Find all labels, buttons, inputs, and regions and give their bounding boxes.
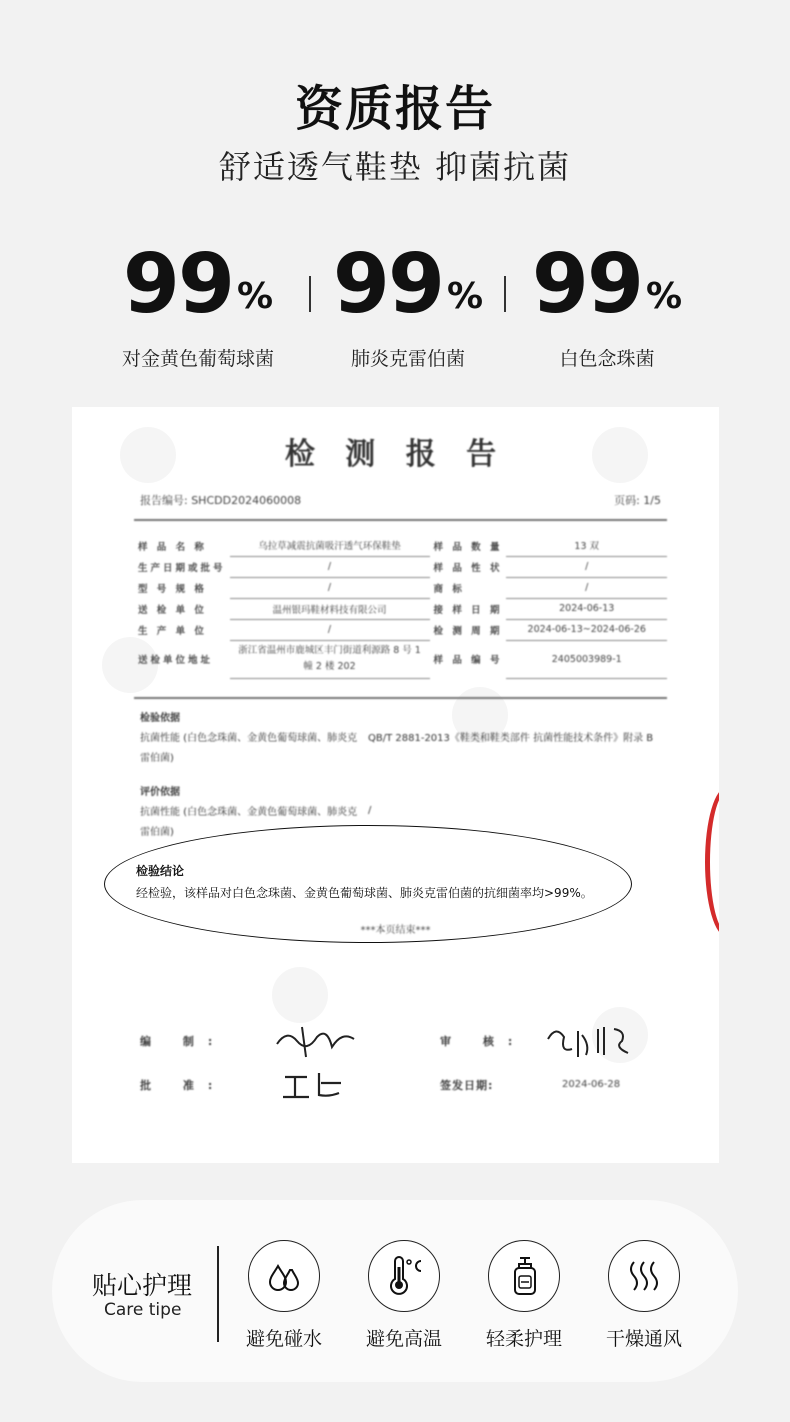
stat-klebsiella	[298, 237, 518, 371]
stat-label: 对金黄色葡萄球菌	[121, 348, 274, 370]
divider	[134, 697, 667, 699]
care-item-water	[224, 1240, 344, 1351]
stat-staph	[88, 237, 308, 371]
stat-divider	[309, 276, 311, 312]
care-label: 避免碰水	[245, 1328, 322, 1350]
care-divider	[217, 1246, 219, 1342]
sign-date-label: 签发日期:	[440, 1079, 494, 1092]
signature-image	[272, 1019, 362, 1061]
sign-prepared-label: 编 制:	[140, 1035, 227, 1048]
report-info-table	[134, 535, 667, 679]
sign-date: 2024-06-28	[562, 1079, 621, 1090]
eval-left: 抗菌性能 (白色念珠菌、金黄色葡萄球菌、肺炎克雷伯菌)	[140, 807, 358, 838]
stat-label: 白色念珠菌	[559, 348, 655, 370]
table-row: 型 号 规 格 / 商 标 /	[134, 577, 667, 598]
table-row: 生 产 单 位 / 检 测 周 期 2024-06-13~2024-06-26	[134, 619, 667, 640]
care-title: 贴心护理	[92, 1271, 193, 1300]
signature-image	[277, 1067, 357, 1103]
stat-label: 肺炎克雷伯菌	[350, 348, 465, 370]
care-subtitle: Care tipe	[104, 1300, 182, 1320]
eval-right: /	[368, 805, 372, 816]
report-number: 报告编号: SHCDD2024060008	[140, 494, 302, 507]
basis-label: 检验依据	[140, 713, 180, 724]
water-drops-icon	[248, 1240, 320, 1312]
end-mark: ***本页结束***	[360, 925, 431, 936]
basis-right: QB/T 2881-2013《鞋类和鞋类部件 抗菌性能技术条件》附录 B	[368, 733, 654, 744]
sign-approve-label: 批 准:	[140, 1079, 227, 1092]
care-label: 轻柔护理	[485, 1328, 562, 1350]
stat-divider	[504, 276, 506, 312]
report-page: 页码: 1/5	[614, 494, 661, 507]
page-title: 资质报告	[294, 81, 495, 137]
stat-candida	[497, 237, 717, 371]
care-item-heat	[344, 1240, 464, 1351]
conclusion-label: 检验结论	[136, 864, 185, 878]
eval-label: 评价依据	[140, 787, 180, 798]
page-subtitle: 舒适透气鞋垫 抑菌抗菌	[218, 148, 572, 186]
sign-review-label: 审 核:	[440, 1035, 527, 1048]
stat-value: 99 %	[122, 237, 274, 332]
basis-left: 抗菌性能 (白色念珠菌、金黄色葡萄球菌、肺炎克雷伯菌)	[140, 733, 358, 764]
stat-value: 99 %	[531, 237, 683, 332]
care-label: 避免高温	[365, 1328, 442, 1350]
report-title: 检 测 报 告	[284, 437, 507, 472]
stat-value: 99 %	[332, 237, 484, 332]
divider	[134, 519, 667, 521]
detergent-bottle-icon	[488, 1240, 560, 1312]
heat-waves-icon	[608, 1240, 680, 1312]
care-item-dry	[584, 1240, 704, 1351]
thermometer-icon	[368, 1240, 440, 1312]
signature-image	[542, 1019, 642, 1063]
table-row: 生产日期或批号 / 样 品 性 状 /	[134, 556, 667, 577]
table-row: 样 品 名 称 乌拉草减震抗菌吸汗透气环保鞋垫 样 品 数 量 13 双	[134, 535, 667, 556]
care-item-gentle	[464, 1240, 584, 1351]
watermark-icon	[272, 967, 328, 1023]
test-report-document	[72, 407, 719, 1163]
table-row: 送检单位地址 浙江省温州市鹿城区丰门街道利源路 8 号 1 幢 2 楼 202 样 品 编 号 2405003989-1	[134, 640, 667, 678]
table-row: 送 检 单 位 温州银玛鞋材料技有限公司 接 样 日 期 2024-06-13	[134, 598, 667, 619]
red-seal-stamp	[705, 787, 719, 937]
stats-row	[0, 237, 790, 370]
conclusion-text: 经检验，该样品对白色念珠菌、金黄色葡萄球菌、肺炎克雷伯菌的抗细菌率均>99%。	[136, 886, 593, 900]
care-tips-panel	[52, 1200, 738, 1382]
care-label: 干燥通风	[605, 1328, 682, 1350]
